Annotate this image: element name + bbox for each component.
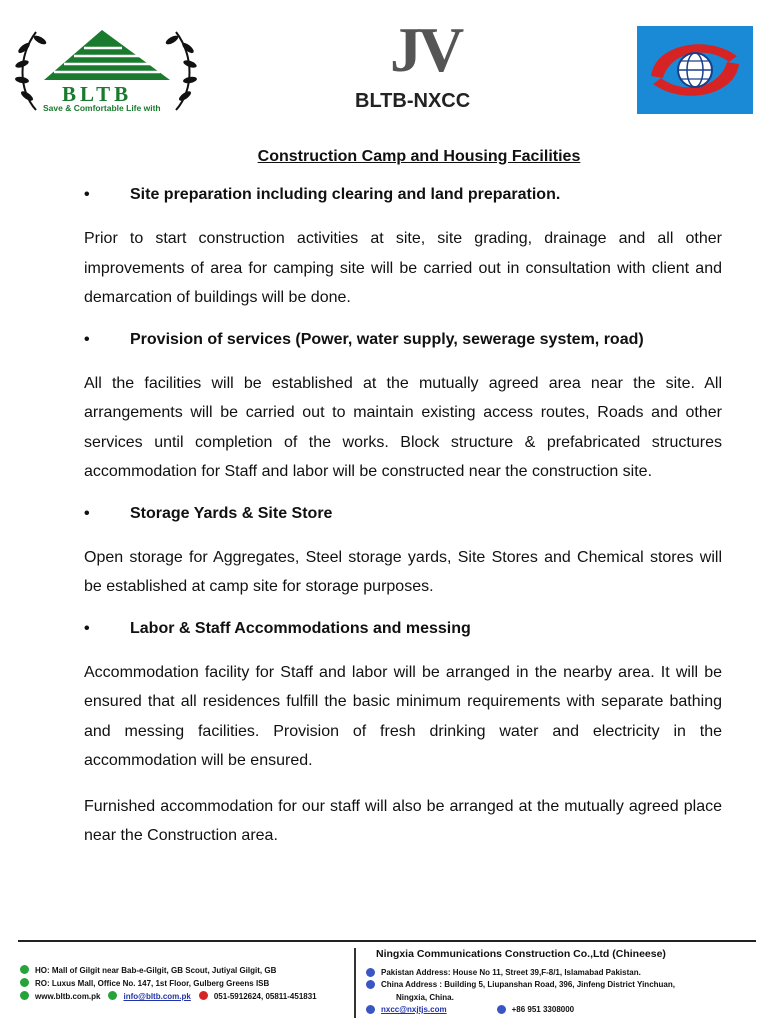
letterhead (0, 0, 768, 130)
location-icon (366, 980, 375, 989)
section-heading (84, 184, 722, 206)
section-paragraph: All the facilities will be established at the mutually agreed area near the site. All arrangements will be carried out to maintain existing access routes, Roads and other services until completion of the works. Block structure & prefabricated structures accommodation for Staff and labor will be constructed near the construction site. (84, 374, 722, 480)
footer-row (366, 1004, 756, 1017)
footer-row (20, 964, 350, 977)
footer-divider-line (18, 940, 756, 942)
footer-row (366, 967, 756, 980)
bullet-icon: • (84, 186, 90, 203)
section-storage-yards (84, 503, 722, 602)
section-heading (84, 503, 722, 525)
phone-icon (497, 1005, 506, 1014)
footer-row (366, 992, 756, 1005)
section-paragraph: Open storage for Aggregates, Steel storage yards, Site Stores and Chemical stores will be established at camp site for storage purposes. (84, 548, 722, 595)
section-paragraph: Furnished accommodation for our staff will also be arranged at the mutually agreed place near the Construction area. (84, 797, 722, 844)
bullet-icon: • (84, 504, 90, 522)
footer-ro-address: RO: Luxus Mall, Office No. 147, 1st Floor, Gulberg Greens ISB (35, 979, 270, 988)
email-icon (366, 1005, 375, 1014)
location-icon (20, 978, 29, 987)
footer-pakistan-address: Pakistan Address: House No 11, Street 39,F-8/1, Islamabad Pakistan. (381, 967, 641, 977)
footer-nxcc-email[interactable]: nxcc@nxjtjs.com (381, 1005, 447, 1014)
bltb-tagline: Save & Comfortable Life with (43, 103, 161, 113)
section-heading-text: Provision of services (Power, water supply, sewerage system, road) (130, 330, 644, 348)
globe-icon (20, 991, 29, 1000)
footer-website[interactable]: www.bltb.com.pk (35, 992, 101, 1001)
document-title: Construction Camp and Housing Facilities (257, 148, 581, 165)
footer-china-address-cont: Ningxia, China. (396, 992, 454, 1002)
jv-mark: JV (390, 14, 461, 85)
section-heading (84, 618, 722, 640)
section-heading-text: Storage Yards & Site Store (130, 504, 333, 522)
footer-company-name: Ningxia Communications Construction Co.,Ltd (Chineese) (376, 948, 666, 960)
section-paragraph: Accommodation facility for Staff and labor will be arranged in the nearby area. It will be ensured that all residences fulfill the basic minimum requirements with separate bathing and messing facilities. Provision of fresh drinking water and electricity in the accommodation will be ensured. (84, 663, 722, 769)
jv-subtitle: BLTB-NXCC (355, 90, 471, 112)
section-heading-text: Site preparation including clearing and land preparation. (130, 186, 561, 203)
section-paragraph: Prior to start construction activities at site, site grading, drainage and all other improvements of area for camping site will be carried out in consultation with client and demarcation of buildings will be done. (84, 230, 722, 306)
section-heading-text: Labor & Staff Accommodations and messing (130, 619, 471, 637)
section-accommodations (84, 618, 722, 851)
footer-china-address: China Address : Building 5, Liupanshan Road, 396, Jinfeng District Yinchuan, (381, 980, 675, 989)
footer-bltb-contacts (20, 964, 350, 1003)
footer-row (20, 990, 350, 1003)
email-icon (108, 991, 117, 1000)
section-site-preparation (84, 184, 722, 313)
footer-ho-address: HO: Mall of Gilgit near Bab-e-Gilgit, GB Scout, Jutiyal Gilgit, GB (35, 966, 277, 975)
location-icon (366, 968, 375, 977)
footer-nxcc-phone: +86 951 3308000 (511, 1005, 575, 1014)
footer-phone: 051-5912624, 05811-451831 (213, 992, 317, 1001)
nxcc-globe-icon (637, 26, 753, 114)
footer-row (366, 979, 756, 992)
footer-email[interactable]: info@bltb.com.pk (123, 992, 191, 1001)
section-provision-of-services (84, 329, 722, 487)
document-body (84, 148, 722, 867)
phone-icon (199, 991, 208, 1000)
footer-column-divider (354, 948, 356, 1018)
section-heading (84, 329, 722, 351)
bullet-icon: • (84, 330, 90, 348)
letterhead-footer (0, 940, 768, 1024)
location-icon (20, 965, 29, 974)
footer-row (20, 977, 350, 990)
nxcc-logo (637, 26, 753, 114)
footer-nxcc-contacts (366, 948, 756, 1017)
bltb-logo-text: BLTB (62, 82, 133, 106)
bullet-icon: • (84, 619, 90, 637)
